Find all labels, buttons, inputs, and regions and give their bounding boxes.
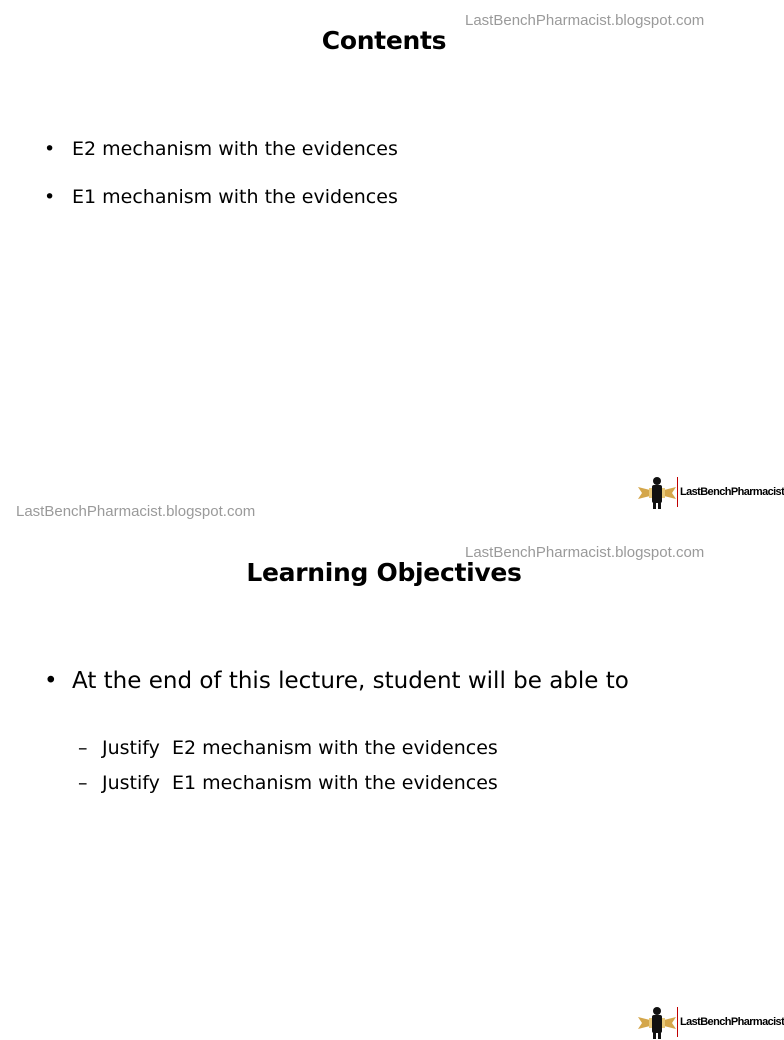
contents-list xyxy=(44,137,398,233)
logo-text: LastBenchPharmacist xyxy=(680,1016,784,1028)
list-item-text: Justify E2 mechanism with the evidences xyxy=(102,737,498,759)
dash-icon: – xyxy=(78,772,88,794)
bullet-icon: • xyxy=(44,668,58,694)
watermark-top: LastBenchPharmacist.blogspot.com xyxy=(465,544,705,561)
objectives-lead xyxy=(44,666,629,696)
bullet-icon: • xyxy=(44,186,56,208)
list-item xyxy=(78,736,498,760)
brand-logo xyxy=(638,474,784,510)
list-item-text: E1 mechanism with the evidences xyxy=(72,186,398,208)
logo-text: LastBenchPharmacist xyxy=(680,486,784,498)
watermark-bottom: LastBenchPharmacist.blogspot.com xyxy=(16,503,256,520)
dash-icon: – xyxy=(78,737,88,759)
slide-learning-objectives xyxy=(0,532,784,1028)
slide-title: Learning Objectives xyxy=(246,558,522,587)
list-item-text: E2 mechanism with the evidences xyxy=(72,138,398,160)
pharmacist-figure-icon xyxy=(638,475,676,509)
list-item xyxy=(78,771,498,795)
logo-divider xyxy=(677,1007,678,1037)
logo-divider xyxy=(677,477,678,507)
list-item-text: Justify E1 mechanism with the evidences xyxy=(102,772,498,794)
list-item xyxy=(44,185,398,209)
bullet-icon: • xyxy=(44,138,56,160)
lead-text: At the end of this lecture, student will be able to xyxy=(72,668,629,694)
objectives-sublist xyxy=(78,736,498,806)
watermark-top: LastBenchPharmacist.blogspot.com xyxy=(465,12,705,29)
brand-logo xyxy=(638,1004,784,1040)
pharmacist-figure-icon xyxy=(638,1005,676,1039)
slide-title: Contents xyxy=(321,26,447,55)
list-item xyxy=(44,137,398,161)
